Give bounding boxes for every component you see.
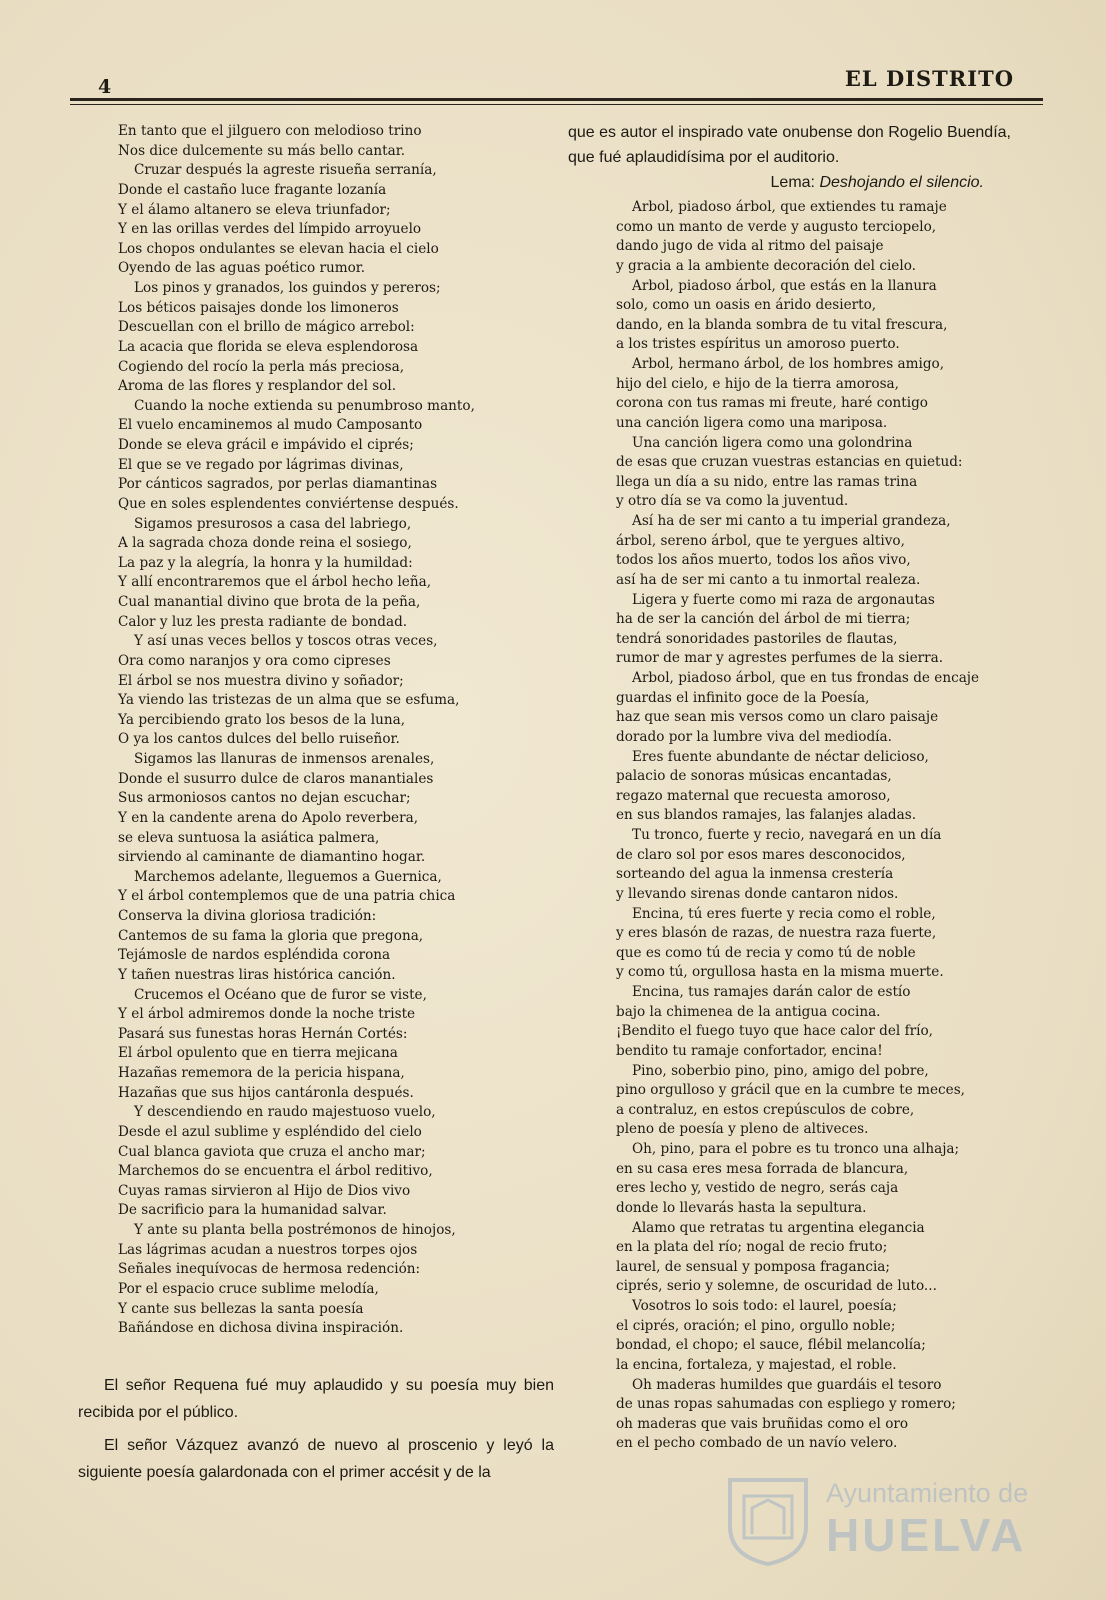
poem-line: Una canción ligera como una golondrina — [632, 434, 913, 451]
poem-line: Tejámosle de nardos espléndida corona — [118, 947, 391, 964]
poem-line: a contraluz, en estos crepúsculos de cobre, — [616, 1101, 915, 1118]
poem-line: Alamo que retratas tu argentina elegancia — [632, 1219, 925, 1236]
poem-line: el ciprés, oración; el pino, orgullo noble; — [616, 1317, 896, 1334]
poem-line: ciprés, serio y solemne, de oscuridad de luto... — [616, 1278, 937, 1295]
poem-line: Así ha de ser mi canto a tu imperial grandeza, — [632, 513, 951, 529]
poem-line: todos los años muerto, todos los años vivo, — [616, 552, 911, 569]
poem-line: Eres fuente abundante de néctar delicioso, — [632, 748, 929, 765]
poem-line: en sus blandos ramajes, las falanjes aladas. — [616, 807, 917, 824]
watermark — [722, 1470, 1032, 1570]
poem-line: y eres blasón de razas, de nuestra raza fuerte, — [616, 925, 937, 942]
poem-line: árbol, sereno árbol, que te yergues altivo, — [616, 532, 905, 549]
poem-line: Los chopos ondulantes se elevan hacia el cielo — [118, 240, 439, 257]
poem-line: Nos dice dulcemente su más bello cantar. — [118, 142, 406, 159]
right-column-poem — [568, 198, 1048, 1454]
prose-block — [78, 1372, 554, 1492]
poem-line: corona con tus ramas mi freute, haré contigo — [616, 395, 928, 412]
poem-line: Desde el azul sublime y espléndido del cielo — [118, 1123, 422, 1140]
prose-paragraph: El señor Requena fué muy aplaudido y su poesía muy bien recibida por el público. — [78, 1377, 554, 1421]
poem-line: El árbol opulento que en tierra mejicana — [118, 1045, 398, 1062]
poem-line: pleno de poesía y pleno de altiveces. — [616, 1121, 869, 1138]
poem-line: haz que sean mis versos como un claro paisaje — [616, 709, 939, 726]
poem-line: laurel, de sensual y pomposa fragancia; — [616, 1258, 890, 1275]
poem-line: dorado por la lumbre viva del mediodía. — [616, 728, 892, 745]
poem-line: tendrá sonoridades pastoriles de flautas, — [616, 630, 898, 647]
poem-line: hijo del cielo, e hijo de la tierra amorosa, — [616, 375, 899, 392]
poem-line: Y ante su planta bella postrémonos de hinojos, — [134, 1222, 456, 1238]
poem-line: eres lecho y, vestido de negro, serás caja — [616, 1180, 899, 1197]
poem-line: Arbol, hermano árbol, de los hombres amigo, — [632, 356, 945, 372]
poem-line: Vosotros lo sois todo: el laurel, poesía; — [632, 1298, 897, 1314]
poem-line: La paz y la alegría, la honra y la humildad: — [118, 554, 413, 571]
intro-line: que fué aplaudidísima por el auditorio. — [568, 149, 840, 166]
poem-line: sorteando del agua la inmensa crestería — [616, 866, 894, 883]
poem-line: en la plata del río; nogal de recio fruto; — [616, 1239, 888, 1256]
poem-line: oh maderas que vais bruñidas como el oro — [616, 1415, 909, 1432]
poem-line: Descuellan con el brillo de mágico arrebol: — [118, 319, 415, 336]
poem-line: palacio de sonoras músicas encantadas, — [616, 768, 892, 785]
poem-line: la encina, fortaleza, y majestad, el roble. — [616, 1356, 897, 1373]
poem-line: Y el álamo altanero se eleva triunfador; — [118, 201, 391, 218]
poem-line: Hazañas rememora de la pericia hispana, — [118, 1065, 405, 1081]
poem-line: Por el espacio cruce sublime melodía, — [118, 1280, 379, 1297]
poem-line: guardas el infinito goce de la Poesía, — [616, 689, 870, 706]
poem-line: Donde se eleva grácil e impávido el ciprés; — [118, 437, 414, 453]
poem-line: bondad, el chopo; el sauce, flébil melancolía; — [616, 1337, 926, 1354]
poem-line: Y allí encontraremos que el árbol hecho leña, — [118, 574, 432, 591]
poem-line: de esas que cruzan vuestras estancias en quietud: — [616, 454, 963, 471]
poem-line: llega un día a su nido, entre las ramas trina — [616, 473, 918, 490]
poem-line: de unas ropas sahumadas con espliego y romero; — [616, 1396, 956, 1413]
poem-line: rumor de mar y agrestes perfumes de la sierra. — [616, 650, 944, 667]
poem-line: a los tristes espíritus un amoroso puerto. — [616, 336, 900, 353]
poem-line: Cuyas ramas sirvieron al Hijo de Dios vivo — [118, 1182, 411, 1199]
poem-line: Oyendo de las aguas poético rumor. — [118, 260, 366, 277]
poem-line: Cantemos de su fama la gloria que pregona, — [118, 927, 424, 944]
poem-line: Sus armoniosos cantos no dejan escuchar; — [118, 790, 411, 807]
poem-line: ¡Bendito el fuego tuyo que hace calor del frío, — [616, 1023, 933, 1040]
poem-line: Conserva la divina gloriosa tradición: — [118, 908, 377, 924]
masthead-title: EL DISTRITO — [844, 66, 1014, 91]
poem-line: Cogiendo del rocío la perla más preciosa, — [118, 358, 405, 375]
poem-line: Encina, tus ramajes darán calor de estío — [632, 984, 911, 1000]
poem-line: Arbol, piadoso árbol, que extiendes tu ramaje — [632, 199, 947, 215]
poem-line: El árbol se nos muestra divino y soñador; — [118, 672, 404, 689]
poem-line: y otro día se va como la juventud. — [616, 493, 849, 510]
watermark-line1: Ayuntamiento de — [826, 1478, 1029, 1508]
poem-line: regazo maternal que recuesta amoroso, — [616, 787, 891, 804]
poem-line: como un manto de verde y augusto terciopelo, — [616, 218, 937, 235]
poem-line: dando, en la blanda sombra de tu vital frescura, — [616, 316, 948, 333]
poem-line: bajo la chimenea de la antigua cocina. — [616, 1003, 881, 1020]
poem-line: Sigamos las llanuras de inmensos arenales, — [134, 751, 435, 767]
poem-line: Que en soles esplendentes conviértense después. — [118, 495, 459, 512]
poem-line: El que se ve regado por lágrimas divinas, — [118, 456, 404, 473]
poem-line: Donde el castaño luce fragante lozanía — [118, 181, 387, 198]
poem-line: Marchemos do se encuentra el árbol reditivo, — [118, 1163, 433, 1180]
poem-line: Crucemos el Océano que de furor se viste, — [134, 986, 427, 1003]
poem-line: así ha de ser mi canto a tu inmortal realeza. — [616, 571, 921, 588]
poem-line: dando jugo de vida al ritmo del paisaje — [616, 238, 884, 255]
poem-line: pino orgulloso y grácil que en la cumbre te meces, — [616, 1082, 966, 1099]
poem-line: donde lo llevarás hasta la sepultura. — [616, 1199, 867, 1216]
intro-line: que es autor el inspirado vate onubense don Rogelio Buendía, — [568, 124, 1011, 141]
lema-line — [568, 170, 1048, 196]
poem-line: El vuelo encaminemos al mudo Camposanto — [118, 417, 423, 434]
coat-of-arms-icon — [722, 1474, 814, 1568]
poem-line: Y descendiendo en raudo majestuoso vuelo, — [134, 1104, 436, 1121]
poem-line: Ya percibiendo grato los besos de la luna, — [118, 711, 406, 728]
poem-line: de claro sol por esos mares desconocidos, — [616, 846, 906, 863]
poem-line: Cual blanca gaviota que cruza el ancho mar; — [118, 1143, 426, 1160]
poem-line: Cuando la noche extienda su penumbroso manto, — [134, 397, 475, 414]
poem-line: Calor y luz les presta radiante de bondad. — [118, 613, 408, 630]
poem-line: Encina, tú eres fuerte y recia como el roble, — [632, 905, 936, 922]
poem-line: y gracia a la ambiente decoración del cielo. — [616, 257, 916, 274]
poem-line: De sacrificio para la humanidad salvar. — [118, 1202, 387, 1219]
lema-label: Lema: — [770, 174, 815, 191]
poem-line: Por cánticos sagrados, por perlas diamantinas — [118, 476, 438, 493]
poem-line: O ya los cantos dulces del bello ruiseñor. — [118, 731, 400, 748]
poem-line: Bañándose en dichosa divina inspiración. — [118, 1320, 404, 1337]
poem-line: Y el árbol admiremos donde la noche triste — [118, 1006, 416, 1023]
poem-line: una canción ligera como una mariposa. — [616, 414, 888, 431]
header-rule-thin — [70, 104, 1043, 105]
header-rule — [70, 98, 1043, 101]
poem-line: Las lágrimas acudan a nuestros torpes ojos — [118, 1241, 418, 1258]
poem-line: bendito tu ramaje confortador, encina! — [616, 1042, 883, 1059]
poem-line: Sigamos presurosos a casa del labriego, — [134, 515, 412, 532]
poem-line: solo, como un oasis en árido desierto, — [616, 297, 877, 314]
poem-line: Los béticos paisajes donde los limoneros — [118, 299, 399, 316]
poem-line: en el pecho combado de un navío velero. — [616, 1435, 898, 1452]
poem-line: Tu tronco, fuerte y recio, navegará en un día — [632, 827, 942, 843]
poem-line: Pino, soberbio pino, pino, amigo del pobre, — [632, 1062, 929, 1079]
poem-line: Donde el susurro dulce de claros manantiales — [118, 770, 434, 787]
poem-line: sirviendo al caminante de diamantino hogar. — [118, 849, 426, 866]
poem-line: Pasará sus funestas horas Hernán Cortés: — [118, 1025, 408, 1042]
poem-line: y como tú, orgullosa hasta en la misma muerte. — [616, 964, 944, 981]
poem-line: ha de ser la canción del árbol de mi tierra; — [616, 611, 911, 628]
poem-line: Hazañas que sus hijos cantáronla después. — [118, 1084, 414, 1101]
poem-line: Y así unas veces bellos y toscos otras veces, — [134, 633, 438, 650]
poem-line: Cruzar después la agreste risueña serranía, — [134, 162, 437, 179]
right-column — [568, 120, 1048, 1454]
poem-line: en su casa eres mesa forrada de blancura, — [616, 1160, 909, 1177]
prose-paragraph: El señor Vázquez avanzó de nuevo al proscenio y leyó la siguiente poesía galardonada con el primer accésit y de la — [78, 1437, 554, 1481]
poem-line: Y tañen nuestras liras histórica canción. — [118, 966, 396, 983]
poem-line: Los pinos y granados, los guindos y pereros; — [134, 280, 441, 296]
poem-line: Aroma de las flores y resplandor del sol. — [118, 378, 397, 395]
poem-line: Y en las orillas verdes del límpido arroyuelo — [118, 221, 422, 238]
poem-line: Señales inequívocas de hermosa redención: — [118, 1261, 421, 1278]
poem-line: Arbol, piadoso árbol, que en tus frondas de encaje — [632, 670, 980, 686]
poem-line: y llevando sirenas donde cantaron nidos. — [616, 885, 899, 902]
poem-line: En tanto que el jilguero con melodioso trino — [118, 123, 422, 139]
poem-line: Oh maderas humildes que guardáis el tesoro — [632, 1376, 942, 1393]
poem-line: se eleva suntuosa la asiática palmera, — [118, 829, 380, 846]
poem-line: que es como tú de recia y como tú de noble — [616, 944, 916, 961]
poem-line: Cual manantial divino que brota de la peña, — [118, 594, 421, 610]
page-number: 4 — [98, 76, 112, 98]
watermark-line2: HUELVA — [826, 1509, 1027, 1561]
poem-line: Ora como naranjos y ora como cipreses — [118, 652, 391, 669]
poem-line: Marchemos adelante, lleguemos a Guernica, — [134, 868, 442, 885]
lema-title: Deshojando el silencio. — [819, 174, 984, 191]
poem-line: Y en la candente arena do Apolo reverbera, — [118, 809, 419, 826]
poem-line: Ligera y fuerte como mi raza de argonautas — [632, 591, 935, 608]
poem-line: La acacia que florida se eleva esplendorosa — [118, 338, 419, 355]
poem-line: A la sagrada choza donde reina el sosiego, — [118, 535, 412, 552]
left-column-poem — [118, 122, 518, 1339]
poem-line: Arbol, piadoso árbol, que estás en la llanura — [632, 277, 937, 294]
poem-line: Y el árbol contemplemos que de una patria chica — [118, 888, 456, 905]
poem-line: Ya viendo las tristezas de un alma que se esfuma, — [118, 692, 460, 709]
poem-line: Y cante sus bellezas la santa poesía — [118, 1300, 364, 1317]
poem-line: Oh, pino, para el pobre es tu tronco una alhaja; — [632, 1141, 960, 1157]
